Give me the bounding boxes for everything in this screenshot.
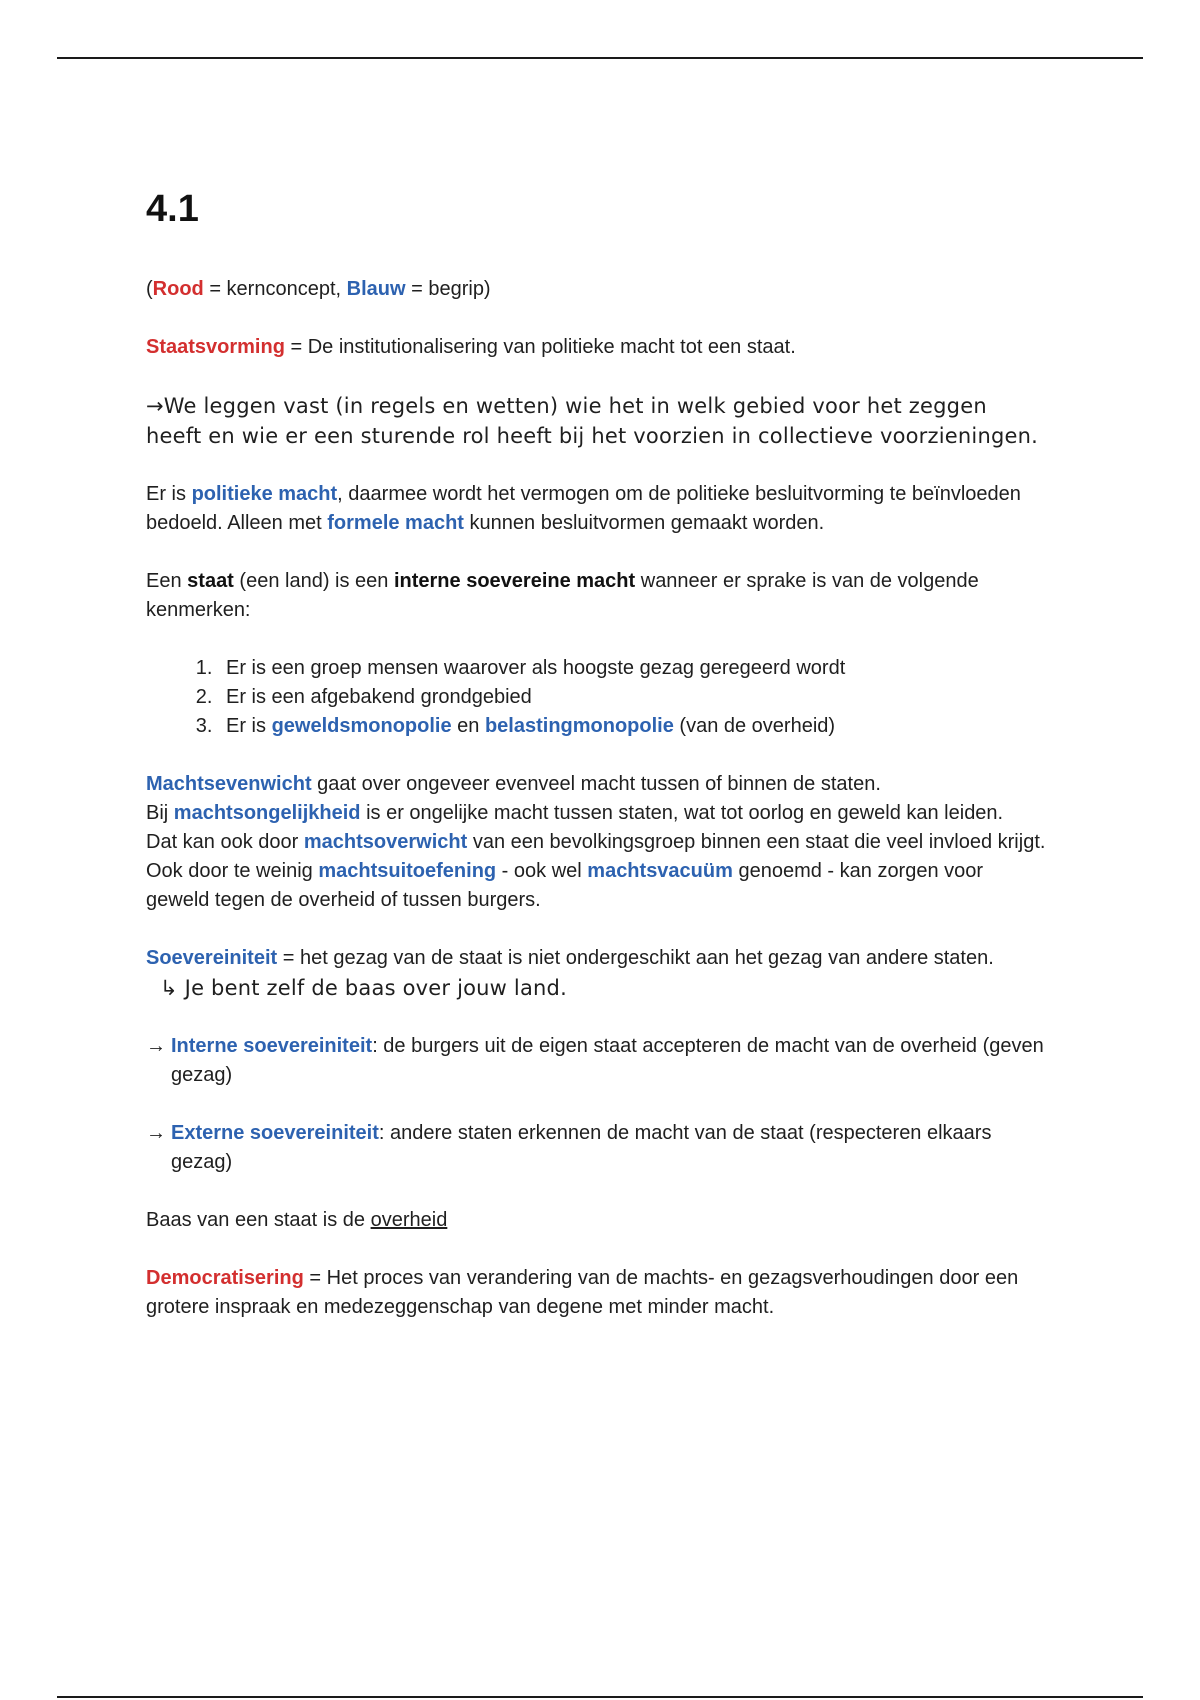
soevereiniteit-definition [146,944,1046,973]
text-segment: Er is [146,483,192,505]
staatsvorming-text: = De institutionalisering van politieke macht tot een staat. [284,336,796,358]
text-segment: , daarmee wordt het vermogen om de politieke besluitvorming te beïnvloeden bedoeld. Alleen met [146,483,1021,534]
machtsuitoefening-line [146,857,1046,915]
term-machtsuitoefening: machtsuitoefening [318,860,497,882]
term-democratisering: Democratisering [146,1267,304,1289]
soevereiniteit-sub-note: ↳ Je bent zelf de baas over jouw land. [160,976,567,1000]
term-soevereiniteit: Soevereiniteit [146,947,278,969]
kenmerken-list [146,654,1046,741]
term-belastingmonopolie: belastingmonopolie [484,715,674,737]
staat-paragraph [146,567,1046,625]
text-segment: : de burgers uit de eigen staat accepteren de macht van de overheid (geven gezag) [171,1035,1044,1086]
document-page [146,185,1046,1322]
text-segment: (een land) is een [233,570,394,592]
bottom-rule [57,1696,1143,1698]
text-segment: van een bevolkingsgroep binnen een staat die veel invloed krijgt. [467,831,1046,853]
text-segment: Dat kan ook door [146,831,304,853]
legend-open: ( [146,278,153,300]
term-machtsongelijkheid: machtsongelijkheid [173,802,361,824]
text-segment: Baas van een staat is de [146,1209,371,1231]
term-externe-soevereiniteit: Externe soevereiniteit [171,1122,379,1144]
text-segment: Een [146,570,188,592]
arrow-right-icon: → [146,1122,166,1144]
term-machtsevenwicht: Machtsevenwicht [146,773,312,795]
soevereiniteit-block [146,944,1046,1003]
list-item [218,712,1046,741]
section-heading: 4.1 [146,188,199,230]
politieke-macht-paragraph [146,480,1046,538]
term-interne-soevereiniteit: Interne soevereiniteit [171,1035,373,1057]
term-formele-macht: formele macht [327,512,464,534]
text-segment: = het gezag van de staat is niet ondergeschikt aan het gezag van andere staten. [277,947,994,969]
text-segment: Er is [226,715,272,737]
legend-red-text: = kernconcept, [203,278,347,300]
machtsoverwicht-line [146,828,1046,857]
text-segment: (van de overheid) [673,715,836,737]
text-segment: = Het proces van verandering van de machts- en gezagsverhoudingen door een grotere inspraak en medezeggenschap van degene met minder macht. [146,1267,1019,1318]
arrow-right-icon: → [146,1035,166,1057]
top-rule [57,57,1143,59]
externe-soevereiniteit-item [146,1119,1046,1177]
list-item: 2. Er is een afgebakend grondgebied [218,683,1046,712]
interne-soevereiniteit-item [146,1032,1046,1090]
legend-blue-word: Blauw [346,278,406,300]
text-segment: genoemd - kan zorgen voor geweld tegen de overheid of tussen burgers. [146,860,984,911]
term-geweldsmonopolie: geweldsmonopolie [271,715,452,737]
staatsvorming-definition [146,333,1046,362]
text-segment: is er ongelijke macht tussen staten, wat tot oorlog en geweld kan leiden. [360,802,1004,824]
text-segment: Ook door te weinig [146,860,319,882]
term-interne-soevereine-macht: interne soevereine macht [393,570,636,592]
text-segment: kunnen besluitvormen gemaakt worden. [463,512,825,534]
text-segment: - ook wel [496,860,588,882]
term-machtsoverwicht: machtsoverwicht [303,831,468,853]
text-segment: en [451,715,485,737]
legend-red-word: Rood [152,278,204,300]
text-segment: wanneer er sprake is van de volgende kenmerken: [146,570,979,621]
text-segment: : andere staten erkennen de macht van de staat (respecteren elkaars gezag) [171,1122,992,1173]
machtsongelijkheid-line [146,799,1046,828]
list-item: 1. Er is een groep mensen waarover als hoogste gezag geregeerd wordt [218,654,1046,683]
term-politieke-macht: politieke macht [191,483,338,505]
baas-line [146,1206,1046,1235]
term-staat: staat [187,570,234,592]
macht-block [146,770,1046,915]
vastleggen-paragraph: →We leggen vast (in regels en wetten) wie het in welk gebied voor het zeggen heeft en wie er een sturende rol heeft bij het voorzien in collectieve voorzieningen. [146,394,1038,448]
text-segment: gaat over ongeveer evenveel macht tussen of binnen de staten. [311,773,881,795]
legend-blue-text: = begrip) [405,278,491,300]
text-segment: Bij [146,802,174,824]
term-machtsvacuum: machtsvacuüm [587,860,733,882]
underlined-overheid: overheid [370,1209,448,1231]
democratisering-definition [146,1264,1046,1322]
color-legend [146,275,1046,304]
term-staatsvorming: Staatsvorming [146,336,285,358]
machtsevenwicht-line [146,770,1046,799]
